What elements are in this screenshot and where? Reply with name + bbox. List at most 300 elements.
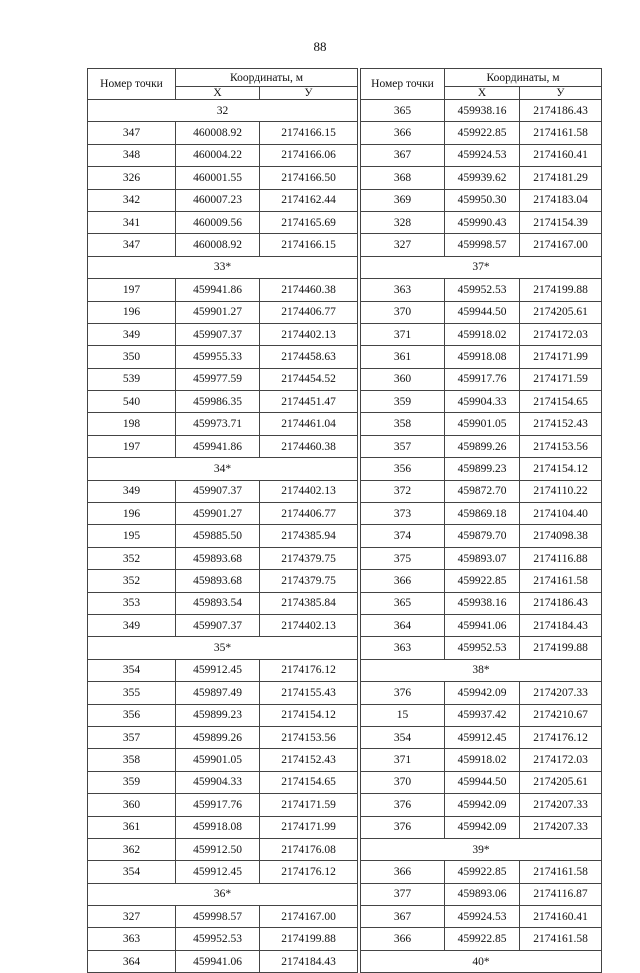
y-coordinate-cell: 2174454.52 [260,368,358,390]
table-row [88,211,358,233]
y-coordinate-cell: 2174104.40 [520,503,602,525]
x-coordinate-cell: 459907.37 [176,323,260,345]
y-coordinate-cell: 2174155.43 [260,682,358,704]
x-coordinate-cell: 459901.05 [176,749,260,771]
point-number-cell: 328 [361,211,445,233]
x-coordinate-cell: 459899.26 [176,726,260,748]
y-coordinate-cell: 2174166.50 [260,167,358,189]
group-row [88,883,358,905]
x-coordinate-cell: 459942.09 [445,816,520,838]
point-number-cell: 356 [88,704,176,726]
x-coordinate-cell: 459912.50 [176,838,260,860]
header-y: У [520,87,602,100]
y-coordinate-cell: 2174098.38 [520,525,602,547]
point-number-cell: 365 [361,100,445,122]
x-coordinate-cell: 459924.53 [445,906,520,928]
x-coordinate-cell: 459918.08 [445,346,520,368]
x-coordinate-cell: 459955.33 [176,346,260,368]
point-number-cell: 355 [88,682,176,704]
point-number-cell: 327 [361,234,445,256]
header-x: Х [445,87,520,100]
x-coordinate-cell: 459952.53 [176,928,260,950]
x-coordinate-cell: 459912.45 [176,659,260,681]
point-number-cell: 363 [361,279,445,301]
table-row [88,749,358,771]
point-number-cell: 361 [88,816,176,838]
group-label: 36* [88,883,358,905]
y-coordinate-cell: 2174460.38 [260,279,358,301]
x-coordinate-cell: 460009.56 [176,211,260,233]
y-coordinate-cell: 2174152.43 [520,413,602,435]
coordinates-table-left [87,68,358,973]
point-number-cell: 376 [361,794,445,816]
y-coordinate-cell: 2174152.43 [260,749,358,771]
table-row [88,838,358,860]
y-coordinate-cell: 2174161.58 [520,570,602,592]
point-number-cell: 195 [88,525,176,547]
x-coordinate-cell: 459973.71 [176,413,260,435]
y-coordinate-cell: 2174402.13 [260,614,358,636]
table-row [88,570,358,592]
table-row [88,659,358,681]
table-row [361,614,602,636]
table-row [361,413,602,435]
x-coordinate-cell: 459922.85 [445,570,520,592]
point-number-cell: 349 [88,614,176,636]
point-number-cell: 349 [88,480,176,502]
table-row [361,100,602,122]
x-coordinate-cell: 459942.09 [445,794,520,816]
group-label: 35* [88,637,358,659]
group-row [361,838,602,860]
point-number-cell: 342 [88,189,176,211]
y-coordinate-cell: 2174181.29 [520,167,602,189]
point-number-cell: 359 [88,771,176,793]
y-coordinate-cell: 2174451.47 [260,391,358,413]
x-coordinate-cell: 459899.26 [445,435,520,457]
table-row [361,726,602,748]
y-coordinate-cell: 2174207.33 [520,816,602,838]
table-row [361,346,602,368]
table-row [361,391,602,413]
y-coordinate-cell: 2174207.33 [520,682,602,704]
table-row [88,816,358,838]
x-coordinate-cell: 459893.06 [445,883,520,905]
y-coordinate-cell: 2174172.03 [520,323,602,345]
y-coordinate-cell: 2174167.00 [260,906,358,928]
y-coordinate-cell: 2174166.06 [260,144,358,166]
group-label: 34* [88,458,358,480]
x-coordinate-cell: 459901.05 [445,413,520,435]
y-coordinate-cell: 2174161.58 [520,122,602,144]
table-row [88,928,358,950]
y-coordinate-cell: 2174402.13 [260,323,358,345]
table-row [88,189,358,211]
y-coordinate-cell: 2174199.88 [520,279,602,301]
table-row [88,122,358,144]
header-point-number: Номер точки [88,69,176,100]
table-row [88,503,358,525]
table-row [88,480,358,502]
group-label: 32 [88,100,358,122]
point-number-cell: 196 [88,301,176,323]
x-coordinate-cell: 459918.02 [445,749,520,771]
point-number-cell: 327 [88,906,176,928]
point-number-cell: 15 [361,704,445,726]
y-coordinate-cell: 2174176.12 [260,659,358,681]
x-coordinate-cell: 459942.09 [445,682,520,704]
point-number-cell: 540 [88,391,176,413]
header-coordinates: Координаты, м [445,69,602,87]
table-row [361,525,602,547]
point-number-cell: 364 [361,614,445,636]
point-number-cell: 197 [88,279,176,301]
y-coordinate-cell: 2174165.69 [260,211,358,233]
point-number-cell: 347 [88,234,176,256]
x-coordinate-cell: 460007.23 [176,189,260,211]
table-row [361,189,602,211]
y-coordinate-cell: 2174154.39 [520,211,602,233]
y-coordinate-cell: 2174184.43 [260,950,358,972]
table-row [361,503,602,525]
y-coordinate-cell: 2174402.13 [260,480,358,502]
y-coordinate-cell: 2174171.99 [520,346,602,368]
x-coordinate-cell: 459918.08 [176,816,260,838]
point-number-cell: 367 [361,906,445,928]
y-coordinate-cell: 2174153.56 [260,726,358,748]
y-coordinate-cell: 2174460.38 [260,435,358,457]
x-coordinate-cell: 459893.54 [176,592,260,614]
point-number-cell: 539 [88,368,176,390]
y-coordinate-cell: 2174385.84 [260,592,358,614]
table-row [361,570,602,592]
table-row [361,771,602,793]
table-row [361,861,602,883]
group-row [361,256,602,278]
y-coordinate-cell: 2174379.75 [260,570,358,592]
group-row [361,659,602,681]
point-number-cell: 358 [361,413,445,435]
table-row [361,883,602,905]
table-body-right [361,100,602,973]
point-number-cell: 326 [88,167,176,189]
group-row [88,100,358,122]
point-number-cell: 360 [361,368,445,390]
table-row [88,682,358,704]
x-coordinate-cell: 459986.35 [176,391,260,413]
table-row [88,279,358,301]
point-number-cell: 354 [88,659,176,681]
y-coordinate-cell: 2174205.61 [520,771,602,793]
y-coordinate-cell: 2174176.12 [260,861,358,883]
group-label: 39* [361,838,602,860]
table-row [361,234,602,256]
point-number-cell: 357 [88,726,176,748]
x-coordinate-cell: 459904.33 [176,771,260,793]
x-coordinate-cell: 459869.18 [445,503,520,525]
table-row [88,167,358,189]
y-coordinate-cell: 2174166.15 [260,122,358,144]
y-coordinate-cell: 2174154.65 [520,391,602,413]
y-coordinate-cell: 2174171.59 [520,368,602,390]
y-coordinate-cell: 2174171.99 [260,816,358,838]
point-number-cell: 353 [88,592,176,614]
x-coordinate-cell: 459917.76 [445,368,520,390]
y-coordinate-cell: 2174176.08 [260,838,358,860]
x-coordinate-cell: 459907.37 [176,480,260,502]
table-row [88,950,358,972]
group-row [88,637,358,659]
x-coordinate-cell: 459893.68 [176,570,260,592]
x-coordinate-cell: 459952.53 [445,279,520,301]
table-row [88,726,358,748]
point-number-cell: 348 [88,144,176,166]
point-number-cell: 197 [88,435,176,457]
table-row [88,547,358,569]
y-coordinate-cell: 2174160.41 [520,144,602,166]
header-y: У [260,87,358,100]
point-number-cell: 366 [361,928,445,950]
table-row [88,413,358,435]
x-coordinate-cell: 459941.86 [176,435,260,457]
point-number-cell: 375 [361,547,445,569]
y-coordinate-cell: 2174199.88 [520,637,602,659]
x-coordinate-cell: 459977.59 [176,368,260,390]
table-row [88,391,358,413]
table-row [88,144,358,166]
y-coordinate-cell: 2174162.44 [260,189,358,211]
group-label: 38* [361,659,602,681]
x-coordinate-cell: 459938.16 [445,592,520,614]
x-coordinate-cell: 459872.70 [445,480,520,502]
y-coordinate-cell: 2174406.77 [260,503,358,525]
group-row [88,458,358,480]
page-number: 88 [313,39,327,54]
x-coordinate-cell: 459901.27 [176,301,260,323]
point-number-cell: 363 [88,928,176,950]
x-coordinate-cell: 459937.42 [445,704,520,726]
x-coordinate-cell: 459952.53 [445,637,520,659]
x-coordinate-cell: 459990.43 [445,211,520,233]
x-coordinate-cell: 459917.76 [176,794,260,816]
x-coordinate-cell: 459901.27 [176,503,260,525]
point-number-cell: 374 [361,525,445,547]
y-coordinate-cell: 2174207.33 [520,794,602,816]
y-coordinate-cell: 2174116.87 [520,883,602,905]
group-row [361,950,602,972]
point-number-cell: 370 [361,771,445,793]
x-coordinate-cell: 459897.49 [176,682,260,704]
y-coordinate-cell: 2174176.12 [520,726,602,748]
table-row [361,167,602,189]
point-number-cell: 356 [361,458,445,480]
y-coordinate-cell: 2174210.67 [520,704,602,726]
point-number-cell: 371 [361,749,445,771]
table-row [361,279,602,301]
table-row [88,525,358,547]
y-coordinate-cell: 2174172.03 [520,749,602,771]
y-coordinate-cell: 2174167.00 [520,234,602,256]
point-number-cell: 358 [88,749,176,771]
table-row [88,346,358,368]
x-coordinate-cell: 460008.92 [176,122,260,144]
x-coordinate-cell: 459998.57 [445,234,520,256]
table-row [361,682,602,704]
x-coordinate-cell: 459907.37 [176,614,260,636]
x-coordinate-cell: 459879.70 [445,525,520,547]
group-label: 33* [88,256,358,278]
x-coordinate-cell: 460008.92 [176,234,260,256]
point-number-cell: 376 [361,816,445,838]
table-row [88,794,358,816]
table-row [88,704,358,726]
point-number-cell: 371 [361,323,445,345]
y-coordinate-cell: 2174110.22 [520,480,602,502]
point-number-cell: 365 [361,592,445,614]
point-number-cell: 354 [88,861,176,883]
point-number-cell: 369 [361,189,445,211]
x-coordinate-cell: 459944.50 [445,301,520,323]
x-coordinate-cell: 460001.55 [176,167,260,189]
table-row [361,480,602,502]
y-coordinate-cell: 2174116.88 [520,547,602,569]
point-number-cell: 366 [361,861,445,883]
y-coordinate-cell: 2174186.43 [520,592,602,614]
point-number-cell: 372 [361,480,445,502]
point-number-cell: 366 [361,122,445,144]
x-coordinate-cell: 459899.23 [176,704,260,726]
table-row [361,122,602,144]
table-row [361,704,602,726]
point-number-cell: 198 [88,413,176,435]
x-coordinate-cell: 459998.57 [176,906,260,928]
group-label: 37* [361,256,602,278]
point-number-cell: 354 [361,726,445,748]
y-coordinate-cell: 2174171.59 [260,794,358,816]
table-row [88,234,358,256]
point-number-cell: 349 [88,323,176,345]
y-coordinate-cell: 2174461.04 [260,413,358,435]
point-number-cell: 370 [361,301,445,323]
table-row [361,637,602,659]
table-row [88,614,358,636]
x-coordinate-cell: 459941.06 [445,614,520,636]
table-row [88,906,358,928]
y-coordinate-cell: 2174385.94 [260,525,358,547]
y-coordinate-cell: 2174154.12 [520,458,602,480]
y-coordinate-cell: 2174184.43 [520,614,602,636]
table-body-left [88,100,358,973]
header-point-number: Номер точки [361,69,445,100]
table-row [361,794,602,816]
group-label: 40* [361,950,602,972]
group-row [88,256,358,278]
y-coordinate-cell: 2174153.56 [520,435,602,457]
point-number-cell: 366 [361,570,445,592]
y-coordinate-cell: 2174458.63 [260,346,358,368]
x-coordinate-cell: 459941.86 [176,279,260,301]
x-coordinate-cell: 460004.22 [176,144,260,166]
x-coordinate-cell: 459893.68 [176,547,260,569]
x-coordinate-cell: 459922.85 [445,928,520,950]
y-coordinate-cell: 2174160.41 [520,906,602,928]
x-coordinate-cell: 459939.62 [445,167,520,189]
x-coordinate-cell: 459922.85 [445,861,520,883]
point-number-cell: 196 [88,503,176,525]
table-row [361,928,602,950]
y-coordinate-cell: 2174186.43 [520,100,602,122]
header-x: Х [176,87,260,100]
y-coordinate-cell: 2174379.75 [260,547,358,569]
point-number-cell: 352 [88,547,176,569]
table-row [361,816,602,838]
x-coordinate-cell: 459918.02 [445,323,520,345]
table-row [88,368,358,390]
coordinates-table-right [360,68,602,973]
table-row [361,749,602,771]
y-coordinate-cell: 2174166.15 [260,234,358,256]
y-coordinate-cell: 2174205.61 [520,301,602,323]
table-row [361,301,602,323]
x-coordinate-cell: 459912.45 [176,861,260,883]
x-coordinate-cell: 459924.53 [445,144,520,166]
table-row [88,435,358,457]
point-number-cell: 359 [361,391,445,413]
table-row [88,323,358,345]
point-number-cell: 373 [361,503,445,525]
x-coordinate-cell: 459893.07 [445,547,520,569]
point-number-cell: 364 [88,950,176,972]
y-coordinate-cell: 2174154.12 [260,704,358,726]
point-number-cell: 362 [88,838,176,860]
point-number-cell: 347 [88,122,176,144]
table-row [361,906,602,928]
x-coordinate-cell: 459912.45 [445,726,520,748]
x-coordinate-cell: 459922.85 [445,122,520,144]
table-row [88,771,358,793]
x-coordinate-cell: 459941.06 [176,950,260,972]
point-number-cell: 363 [361,637,445,659]
table-row [361,592,602,614]
table-row [361,458,602,480]
y-coordinate-cell: 2174183.04 [520,189,602,211]
table-row [361,368,602,390]
point-number-cell: 376 [361,682,445,704]
y-coordinate-cell: 2174199.88 [260,928,358,950]
x-coordinate-cell: 459899.23 [445,458,520,480]
x-coordinate-cell: 459938.16 [445,100,520,122]
point-number-cell: 361 [361,346,445,368]
x-coordinate-cell: 459950.30 [445,189,520,211]
point-number-cell: 357 [361,435,445,457]
x-coordinate-cell: 459944.50 [445,771,520,793]
point-number-cell: 367 [361,144,445,166]
point-number-cell: 377 [361,883,445,905]
y-coordinate-cell: 2174406.77 [260,301,358,323]
point-number-cell: 350 [88,346,176,368]
header-coordinates: Координаты, м [176,69,358,87]
table-row [361,144,602,166]
table-row [88,861,358,883]
point-number-cell: 341 [88,211,176,233]
x-coordinate-cell: 459904.33 [445,391,520,413]
x-coordinate-cell: 459885.50 [176,525,260,547]
point-number-cell: 352 [88,570,176,592]
table-row [361,547,602,569]
table-row [88,301,358,323]
point-number-cell: 368 [361,167,445,189]
table-row [361,435,602,457]
